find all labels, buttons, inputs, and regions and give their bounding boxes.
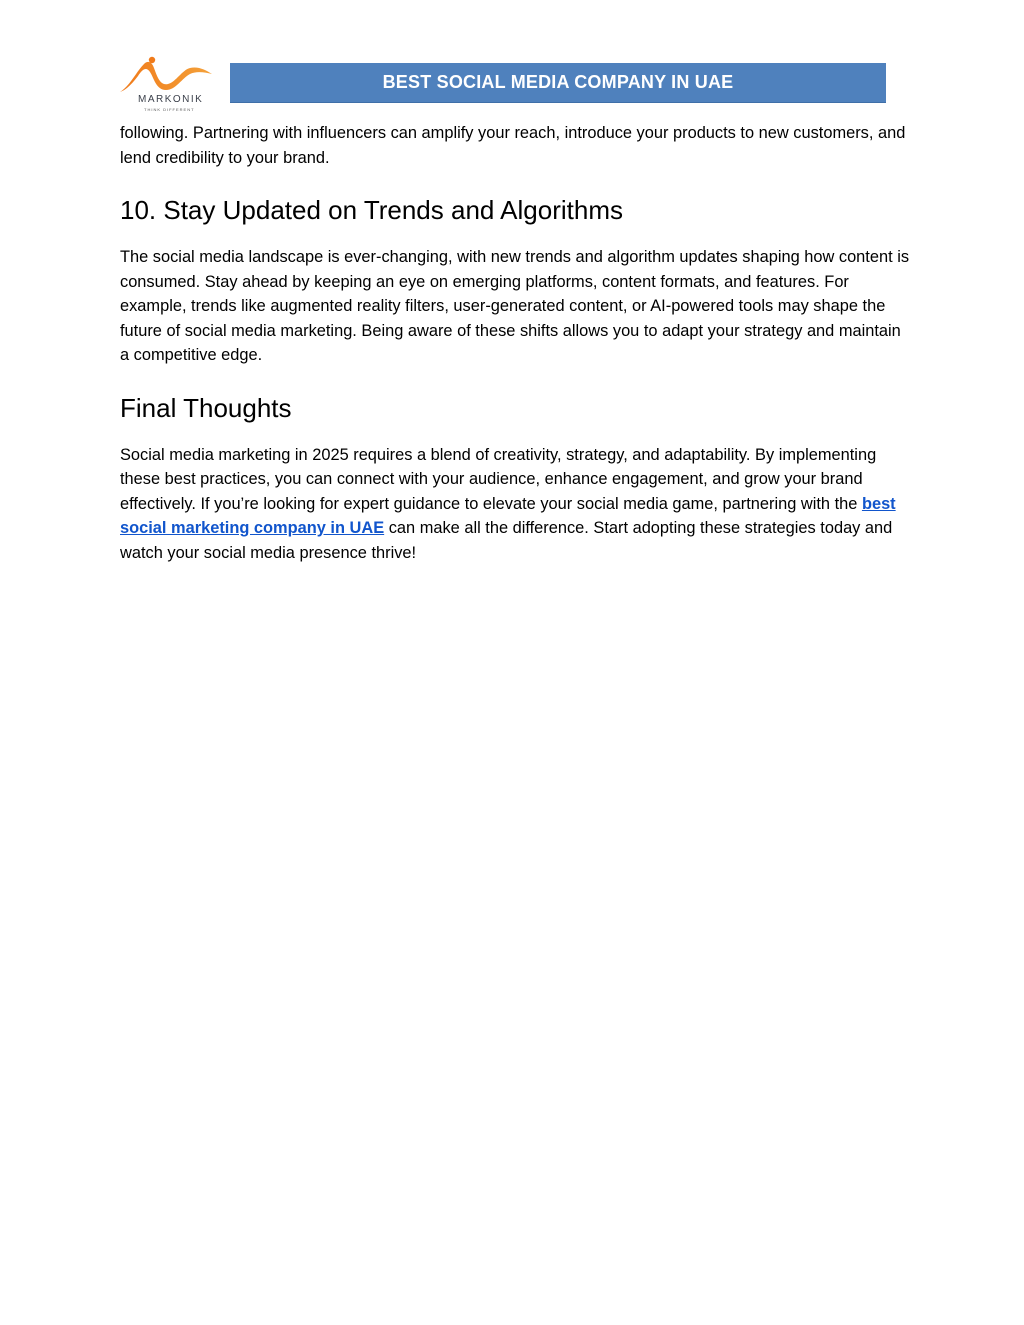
best-social-marketing-link[interactable]: best social marketing company in UAE [120,494,896,537]
markonik-swoosh-icon [116,56,216,96]
section-heading-final-thoughts: Final Thoughts [120,392,292,423]
logo-wordmark: MARKONIK [138,94,204,105]
banner-title: BEST SOCIAL MEDIA COMPANY IN UAE [382,72,734,92]
final-text-before-link: Social media marketing in 2025 requires a blend of creativity, strategy, and adaptability. By implementing these best practices, you can connect with your audience, enhance engagement, and grow your brand effectively. If you’re looking for expert guidance to elevate your social media game, partnering with the [120,445,877,513]
final-thoughts-paragraph [120,443,910,566]
logo-tagline: THINK DIFFERENT [144,107,195,112]
markonik-logo [116,56,216,122]
document-body [120,121,910,565]
intro-paragraph: following. Partnering with influencers can amplify your reach, introduce your products to new customers, and lend credibility to your brand. [120,124,906,167]
header-banner [230,63,886,102]
final-text-after-link: can make all the difference. Start adopting these strategies today and watch your social media presence thrive! [120,519,893,562]
trends-paragraph: The social media landscape is ever-changing, with new trends and algorithm updates shaping how content is consumed. Stay ahead by keeping an eye on emerging platforms, content formats, and features. For example, trends like augmented reality filters, user-generated content, or AI-powered tools may shape the future of social media marketing. Being aware of these shifts allows you to adapt your strategy and maintain a competitive edge. [120,248,910,364]
section-heading-trends: 10. Stay Updated on Trends and Algorithms [120,195,623,225]
